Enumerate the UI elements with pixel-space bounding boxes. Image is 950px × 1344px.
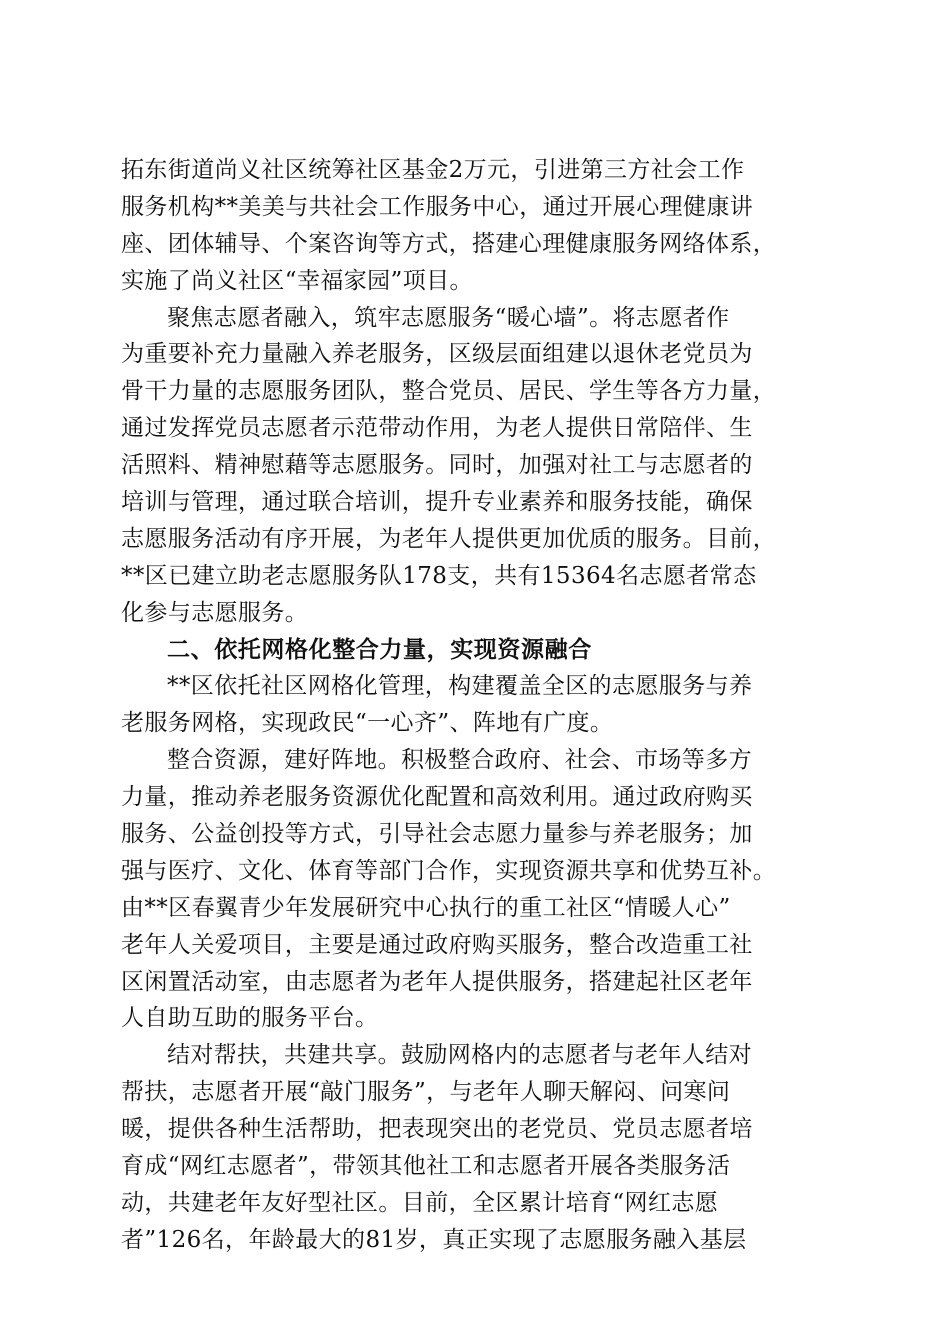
text-line: 人自助互助的服务平台。 — [121, 1005, 379, 1032]
text-line: 老年人关爱项目，主要是通过政府购买服务，整合改造重工社 — [121, 931, 753, 958]
text-line: 暖，提供各种生活帮助，把表现突出的老党员、党员志愿者培 — [121, 1116, 753, 1143]
text-line: 由**区春翼青少年发展研究中心执行的重工社区“情暖人心” — [121, 894, 731, 921]
section-heading: 二、依托网格化整合力量，实现资源融合 — [167, 636, 592, 663]
text-line: 老服务网格，实现政民“一心齐”、阵地有广度。 — [121, 710, 614, 737]
text-line: 志愿服务活动有序开展，为老年人提供更加优质的服务。目前， — [121, 525, 777, 552]
text-line: 为重要补充力量融入养老服务，区级层面组建以退休老党员为 — [121, 341, 753, 368]
text-line: 区闲置活动室，由志愿者为老年人提供服务，搭建起社区老年 — [121, 968, 753, 995]
text-line: 育成“网红志愿者”，带领其他社工和志愿者开展各类服务活 — [121, 1153, 731, 1180]
text-line: **区依托社区网格化管理，构建覆盖全区的志愿服务与养 — [167, 673, 753, 700]
text-line: 结对帮扶，共建共享。鼓励网格内的志愿者与老年人结对 — [167, 1042, 752, 1069]
document-body — [121, 152, 831, 1259]
text-line: 通过发挥党员志愿者示范带动作用，为老人提供日常陪伴、生 — [121, 415, 753, 442]
text-line: 化参与志愿服务。 — [121, 599, 309, 626]
text-line: 强与医疗、文化、体育等部门合作，实现资源共享和优势互补。 — [121, 857, 777, 884]
text-line: 服务机构**美美与共社会工作服务中心，通过开展心理健康讲 — [121, 193, 754, 220]
text-line: 座、团体辅导、个案咨询等方式，搭建心理健康服务网络体系， — [121, 230, 777, 257]
text-line: 服务、公益创投等方式，引导社会志愿力量参与养老服务；加 — [121, 821, 753, 848]
text-line: 聚焦志愿者融入，筑牢志愿服务“暖心墙”。将志愿者作 — [167, 304, 730, 331]
text-line: 实施了尚义社区“幸福家园”项目。 — [121, 267, 473, 294]
text-line: **区已建立助老志愿服务队178支，共有15364名志愿者常态 — [121, 562, 757, 589]
text-line: 整合资源，建好阵地。积极整合政府、社会、市场等多方 — [167, 747, 752, 774]
text-line: 活照料、精神慰藉等志愿服务。同时，加强对社工与志愿者的 — [121, 452, 753, 479]
text-line: 骨干力量的志愿服务团队，整合党员、居民、学生等各方力量， — [121, 378, 777, 405]
text-line: 动，共建老年友好型社区。目前，全区累计培育“网红志愿 — [121, 1189, 719, 1216]
text-line: 拓东街道尚义社区统筹社区基金2万元，引进第三方社会工作 — [121, 157, 745, 183]
text-line: 者”126名，年龄最大的81岁，真正实现了志愿服务融入基层 — [121, 1226, 747, 1253]
text-line: 培训与管理，通过联合培训，提升专业素养和服务技能，确保 — [121, 489, 753, 516]
text-line: 力量，推动养老服务资源优化配置和高效利用。通过政府购买 — [121, 784, 753, 811]
text-line: 帮扶，志愿者开展“敲门服务”，与老年人聊天解闷、问寒问 — [121, 1079, 731, 1106]
